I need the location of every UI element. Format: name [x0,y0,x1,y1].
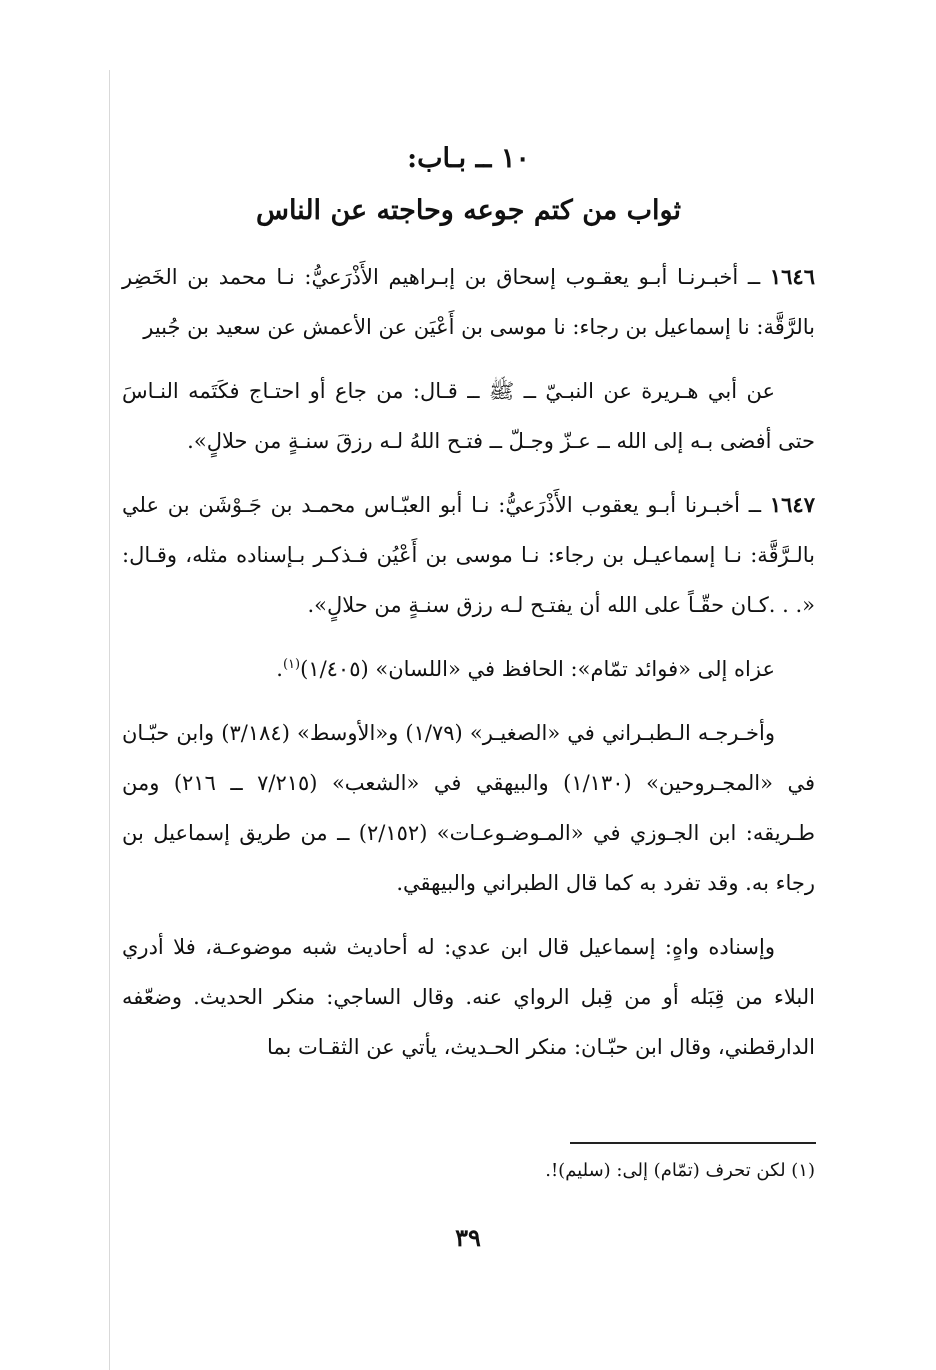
hadith-1647 [122,480,815,630]
footnote: (١) لكن تحرف (تمّام) إلى: (سليم)!. [545,1160,815,1181]
page-margin-line [109,70,110,1370]
takhrij-text: عزاه إلى «فوائد تمّام»: الحافظ في «اللسان» (١/٤٠٥) [300,657,775,681]
hadith-number: ١٦٤٦ [769,264,815,289]
chapter-number: ١٠ ــ بـاب: [407,143,530,174]
hadith-text: ــ أخبـرنا أبـو يعقوب الأَذْرَعيُّ: نـا أبو العبّـاس محمـد بن جَـوْشَن بن علي بالـرَّقَّة: نـا إسماعيـل بن رجاء: نـا موسى بن أَعْيُن فـذكـر بـإسناده مثله، وقـال: «. . .كـان حقّـاً على الله أن يفتـح لـه رزق سنـةٍ من حلالٍ». [122,493,815,617]
footnote-separator [570,1142,816,1144]
hadith-text: ــ أخبـرنـا أبـو يعقـوب إسحاق بن إبـراهيم الأَذْرَعيُّ: نـا محمد بن الخَضِر بالرَّقَّة: نا إسماعيل بن رجاء: نا موسى بن أَعْيَن عن الأعمش عن سعيد بن جُبير [122,265,815,339]
takhrij-paragraph-1 [122,644,815,694]
hadith-1646-isnad [122,252,815,352]
takhrij-end: . [276,657,283,681]
takhrij-paragraph-3: وإسناده واهٍ: إسماعيل قال ابن عدي: له أحاديث شبه موضوعـة، فلا أدري البلاء من قِبَله أو من قِبل الرواي عنه. وقال الساجي: منكر الحديث. وضعّفه الدارقطني، وقال ابن حبّـان: منكر الحـديث، يأتي عن الثقـات بما [122,935,815,1059]
hadith-number: ١٦٤٧ [769,492,815,517]
chapter-title: ثواب من كتم جوعه وحاجته عن الناس [256,195,681,226]
page-body [122,128,815,1086]
takhrij-paragraph-2: وأخـرجـه الـطبـراني في «الصغيـر» (١/٧٩) و«الأوسط» (٣/١٨٤) وابن حبّـان في «المجـروحين» (١/١٣٠) والبيهقي في «الشعب» (٧/٢١٥ ــ ٢١٦) ومن طـريقه: ابن الجـوزي في «المـوضـوعـات» (٢/١٥٢) ــ من طريق إسماعيل بن رجاء به. وقد تفرد به كما قال الطبراني والبيهقي. [122,721,816,895]
footnote-marker: (١) [282,657,301,672]
page-number: ٣٩ [455,1223,481,1252]
hadith-1646-matn: عن أبي هـريرة عن النبـيّ ــ ﷺ ــ قـال: من جاع أو احتـاج فكَتَمه النـاسَ حتى أفضى بـه إلى الله ــ عـزّ وجـلّ ــ فتـح اللهُ لـه رزقَ سنـةٍ من حلالٍ». [122,379,815,453]
